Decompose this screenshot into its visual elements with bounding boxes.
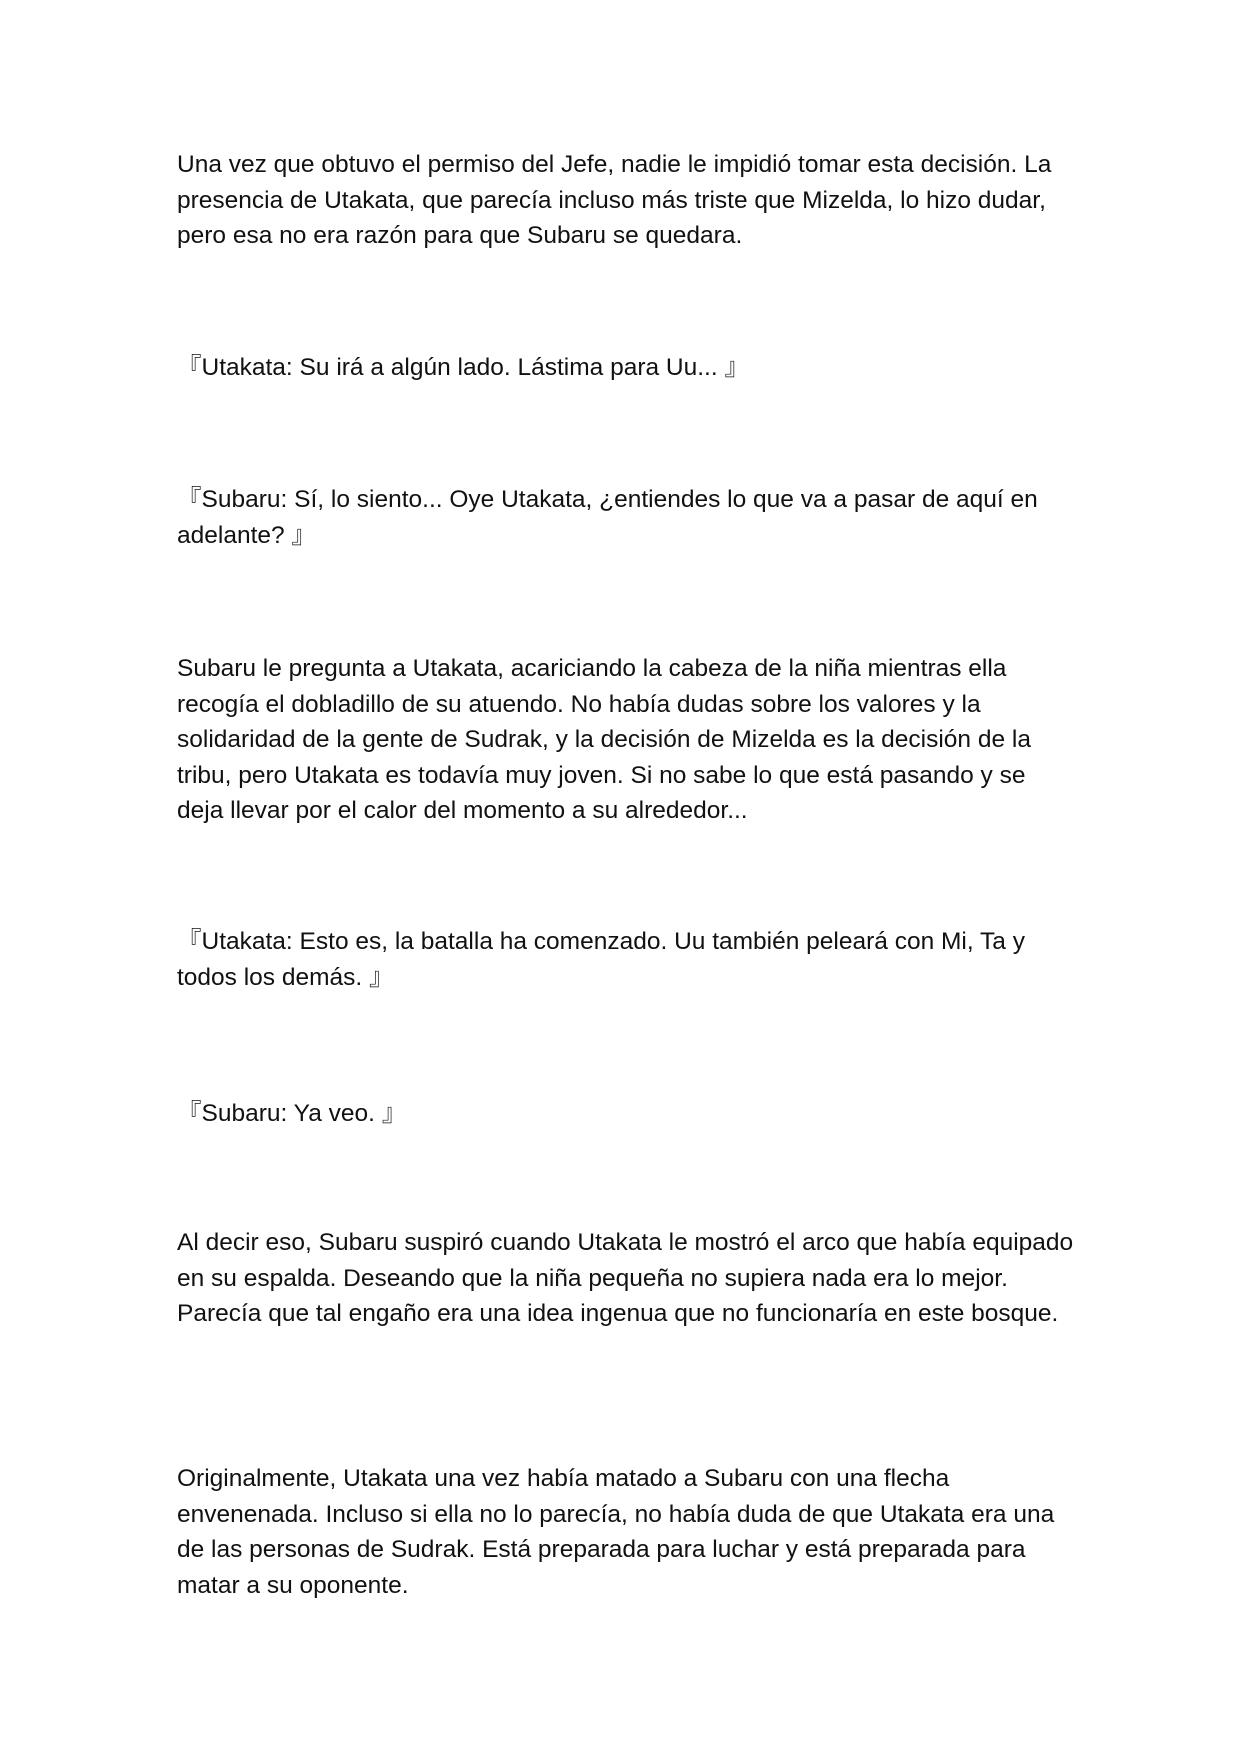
dialogue-line: 『Subaru: Sí, lo siento... Oye Utakata, ¿entiendes lo que va a pasar de aquí en adelante? 』 [177,486,1038,549]
dialogue-line: 『Utakata: Su irá a algún lado. Lástima para Uu... 』 [177,354,749,381]
dialogue-line: 『Subaru: Ya veo. 』 [177,1100,407,1127]
paragraph-narration: Una vez que obtuvo el permiso del Jefe, nadie le impidió tomar esta decisión. La presencia de Utakata, que parecía incluso más triste que Mizelda, lo hizo dudar, pero esa no era razón para que Subaru se quedara. [177,151,1052,249]
paragraph-narration: Subaru le pregunta a Utakata, acariciando la cabeza de la niña mientras ella recogía el dobladillo de su atuendo. No había dudas sobre los valores y la solidaridad de la gente de Sudrak, y la decisión de Mizelda es la decisión de la tribu, pero Utakata es todavía muy joven. Si no sabe lo que está pasando y se deja llevar por el calor del momento a su alrededor... [177,655,1031,824]
paragraph-narration: Originalmente, Utakata una vez había matado a Subaru con una flecha envenenada. Incluso si ella no lo parecía, no había duda de que Utakata era una de las personas de Sudrak. Está preparada para luchar y está preparada para matar a su oponente. [177,1465,1055,1599]
paragraph-narration: Al decir eso, Subaru suspiró cuando Utakata le mostró el arco que había equipado en su espalda. Deseando que la niña pequeña no supiera nada era lo mejor. Parecía que tal engaño era una idea ingenua que no funcionaría en este bosque. [177,1229,1074,1327]
dialogue-line: 『Utakata: Esto es, la batalla ha comenzado. Uu también peleará con Mi, Ta y todos los demás. 』 [177,928,1025,991]
